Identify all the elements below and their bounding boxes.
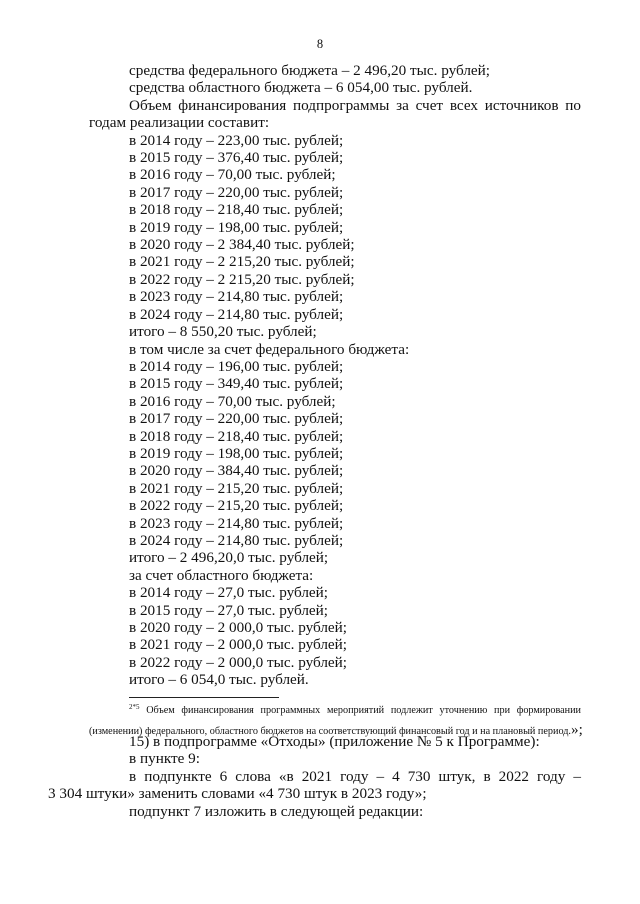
item-15-point-9: в пункте 9: — [129, 750, 200, 768]
all-sources-list — [89, 132, 581, 341]
list-item: в 2021 году – 2 215,20 тыс. рублей; — [129, 253, 355, 271]
footnote-marker: 2*5 — [129, 703, 140, 711]
list-item: в 2021 году – 2 000,0 тыс. рублей; — [129, 636, 347, 654]
list-item: в 2023 году – 214,80 тыс. рублей; — [129, 288, 344, 306]
volume-paragraph-line2: годам реализации составит: — [89, 114, 270, 132]
list-item: в 2016 году – 70,00 тыс. рублей; — [129, 392, 336, 410]
list-item: в 2021 году – 215,20 тыс. рублей; — [129, 479, 344, 497]
funding-line-federal: средства федерального бюджета – 2 496,20 тыс. рублей; — [129, 62, 491, 79]
list-item: в 2019 году – 198,00 тыс. рублей; — [129, 444, 344, 462]
federal-heading: в том числе за счет федерального бюджета: — [129, 340, 410, 358]
list-item: в 2018 году – 218,40 тыс. рублей; — [129, 201, 344, 219]
page-number: 8 — [316, 37, 324, 51]
subitem-6-line1: в подпункте 6 слова «в 2021 году – 4 730 штук, в 2022 году – — [129, 767, 581, 785]
list-item: в 2022 году – 2 215,20 тыс. рублей; — [129, 270, 355, 288]
list-item: в 2015 году – 349,40 тыс. рублей; — [129, 375, 344, 393]
subitem-6-line2: 3 304 штуки» заменить словами «4 730 штук в 2023 году»; — [48, 785, 427, 803]
footnote-text-1: Объем финансирования программных мероприятий подлежит уточнению при формировании — [146, 705, 581, 716]
list-item: в 2015 году – 27,0 тыс. рублей; — [129, 601, 329, 619]
list-item: в 2017 году – 220,00 тыс. рублей; — [129, 410, 344, 428]
funding-line-regional: средства областного бюджета – 6 054,00 тыс. рублей. — [129, 79, 473, 97]
regional-list — [89, 584, 581, 688]
list-item: в 2020 году – 2 384,40 тыс. рублей; — [129, 236, 355, 254]
list-item: в 2020 году – 384,40 тыс. рублей; — [129, 462, 344, 480]
volume-paragraph-line1: Объем финансирования подпрограммы за счет всех источников по — [129, 96, 581, 114]
list-item: в 2014 году – 27,0 тыс. рублей; — [129, 584, 329, 602]
list-item: в 2024 году – 214,80 тыс. рублей; — [129, 531, 344, 549]
amendments-section — [48, 733, 581, 820]
footnote-closing-quote: »; — [570, 720, 583, 738]
federal-list — [89, 358, 581, 567]
list-item-total: итого – 2 496,20,0 тыс. рублей; — [129, 549, 329, 567]
subitem-7: подпункт 7 изложить в следующей редакции: — [129, 802, 424, 820]
list-item: в 2022 году – 215,20 тыс. рублей; — [129, 497, 344, 515]
list-item: в 2020 году – 2 000,0 тыс. рублей; — [129, 619, 347, 636]
list-item: в 2023 году – 214,80 тыс. рублей; — [129, 514, 344, 532]
footnote-line1 — [89, 698, 581, 721]
list-item: в 2024 году – 214,80 тыс. рублей; — [129, 305, 344, 323]
list-item: в 2015 году – 376,40 тыс. рублей; — [129, 149, 344, 167]
list-item: в 2014 году – 223,00 тыс. рублей; — [129, 131, 344, 149]
list-item: в 2016 году – 70,00 тыс. рублей; — [129, 166, 336, 184]
regional-heading: за счет областного бюджета: — [129, 566, 314, 584]
document-body — [89, 62, 581, 689]
item-15: 15) в подпрограмме «Отходы» (приложение № 5 к Программе): — [129, 733, 540, 750]
list-item-total: итого – 8 550,20 тыс. рублей; — [129, 323, 317, 341]
footnote-text-2: (изменении) федерального, областного бюджетов на соответствующий финансовый год и на плановый период. — [89, 725, 571, 737]
list-item: в 2019 году – 198,00 тыс. рублей; — [129, 218, 344, 236]
list-item-total: итого – 6 054,0 тыс. рублей. — [129, 671, 309, 689]
list-item: в 2017 году – 220,00 тыс. рублей; — [129, 183, 344, 201]
list-item: в 2022 году – 2 000,0 тыс. рублей; — [129, 653, 347, 671]
list-item: в 2014 году – 196,00 тыс. рублей; — [129, 357, 344, 375]
list-item: в 2018 году – 218,40 тыс. рублей; — [129, 427, 344, 445]
